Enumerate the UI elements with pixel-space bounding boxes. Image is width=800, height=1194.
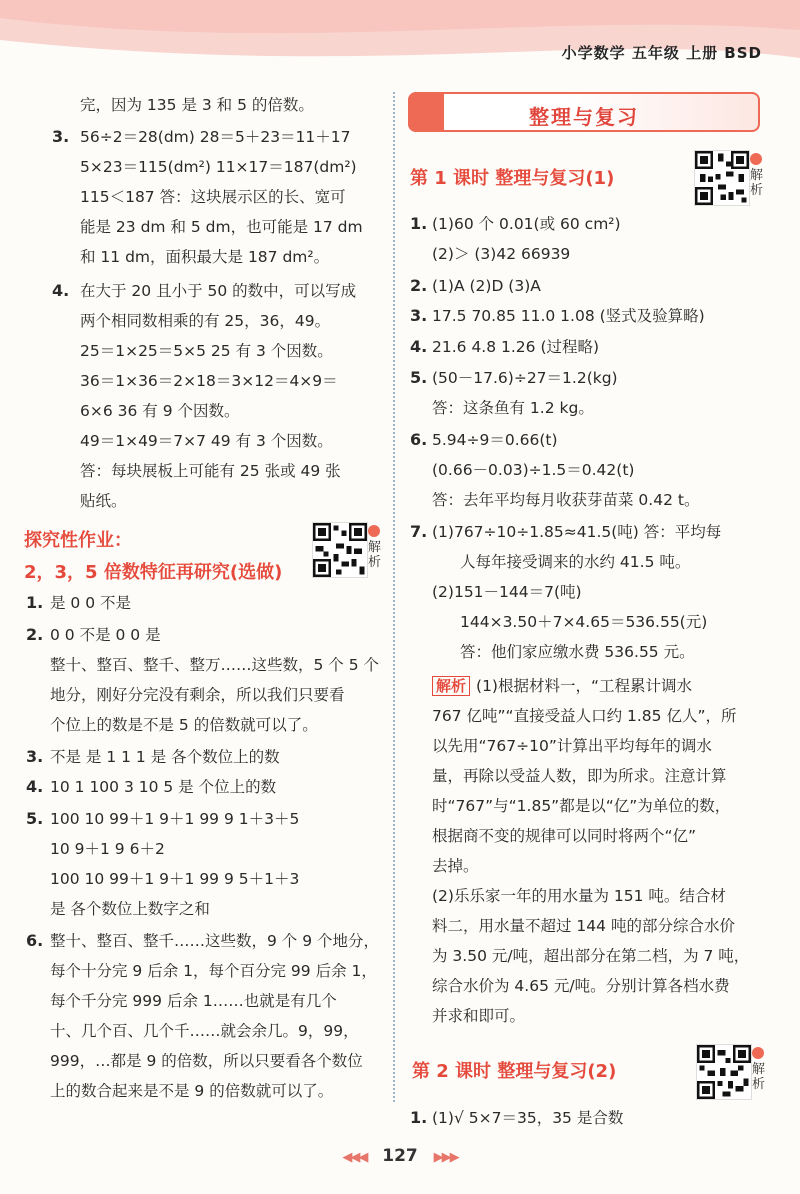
answer-number: 3.	[410, 306, 428, 325]
answer-line: 地分，刚好分完没有剩余，所以我们只要看	[50, 686, 345, 704]
question-number: 4.	[52, 281, 70, 300]
answer-line: 17.5 70.85 11.0 1.08 (竖式及验算略)	[432, 307, 705, 325]
answer-number: 1.	[410, 214, 428, 233]
left-arrows-icon: ◀◀◀	[342, 1150, 367, 1165]
analysis-line: 料二，用水量不超过 144 吨的部分综合水价	[432, 917, 735, 935]
play-icon	[368, 525, 380, 537]
answer-number: 6.	[410, 430, 428, 449]
column-divider	[393, 92, 395, 1102]
qr-analysis-label: 解析	[752, 1062, 766, 1092]
answer-line: 不是 是 1 1 1 是 各个数位上的数	[50, 748, 280, 766]
book-info-header: 小学数学 五年级 上册 BSD	[561, 44, 762, 62]
q4-line: 两个相同数相乘的有 25，36，49。	[80, 312, 331, 330]
answer-line: 100 10 99＋1 9＋1 99 9 5＋1＋3	[50, 870, 300, 888]
qr-analysis-label: 解析	[368, 540, 382, 570]
answer-line: 每个十分完 9 后余 1，每个百分完 99 后余 1，	[50, 962, 377, 980]
qr-code-icon[interactable]	[312, 522, 368, 578]
analysis-line: 以先用“767÷10”计算出平均每年的调水	[432, 737, 712, 755]
answer-line: 144×3.50＋7×4.65＝536.55(元)	[460, 613, 708, 631]
analysis-line: 767 亿吨”“直接受益人口约 1.85 亿人”，所	[432, 707, 737, 725]
answer-line: 10 9＋1 9 6＋2	[50, 840, 165, 858]
answer-line: 十、几个百、几个千……就会余几。9，99，	[50, 1022, 359, 1040]
answer-number: 4.	[26, 777, 44, 796]
analysis-text: (1)根据材料一，“工程累计调水	[476, 677, 693, 695]
q4-line: 49＝1×49＝7×7 49 有 3 个因数。	[80, 432, 333, 450]
answer-line: 答：他们家应缴水费 536.55 元。	[460, 643, 695, 661]
review-banner	[408, 92, 760, 132]
play-icon	[752, 1047, 764, 1059]
answer-line: (1)√ 5×7＝35，35 是合数	[432, 1109, 624, 1127]
answer-line: 999，…都是 9 的倍数，所以只要看各个数位	[50, 1052, 363, 1070]
answer-line: 每个千分完 999 后余 1……也就是有几个	[50, 992, 337, 1010]
answer-number: 1.	[410, 1108, 428, 1127]
answer-number: 5.	[26, 809, 44, 828]
answer-line: 上的数合起来是不是 9 的倍数就可以了。	[50, 1082, 334, 1100]
analysis-line: (2)乐乐家一年的用水量为 151 吨。结合材	[432, 887, 726, 905]
lesson-2-title: 第 2 课时 整理与复习(2)	[412, 1061, 617, 1082]
lesson-1-title: 第 1 课时 整理与复习(1)	[410, 168, 615, 189]
q4-line: 6×6 36 有 9 个因数。	[80, 402, 240, 420]
answer-line: (1)60 个 0.01(或 60 cm²)	[432, 215, 621, 233]
page-footer	[0, 1146, 800, 1166]
q3-line: 和 11 dm，面积最大是 187 dm²。	[80, 248, 330, 266]
answer-number: 6.	[26, 931, 44, 950]
answer-line: (0.66－0.03)÷1.5＝0.42(t)	[432, 461, 635, 479]
continued-line: 完，因为 135 是 3 和 5 的倍数。	[80, 96, 314, 114]
answer-line: 是 0 0 不是	[50, 594, 132, 612]
q4-line: 在大于 20 且小于 50 的数中，可以写成	[80, 282, 357, 300]
answer-line: (1)767÷10÷1.85≈41.5(吨) 答：平均每	[432, 523, 722, 541]
analysis-first-line	[432, 676, 692, 696]
answer-number: 7.	[410, 522, 428, 541]
play-icon	[750, 153, 762, 165]
analysis-line: 根据商不变的规律可以同时将两个“亿”	[432, 827, 697, 845]
qr-analysis-label: 解析	[750, 168, 764, 198]
q4-line: 答：每块展板上可能有 25 张或 49 张	[80, 462, 341, 480]
right-arrows-icon: ▶▶▶	[433, 1150, 458, 1165]
answer-line: 21.6 4.8 1.26 (过程略)	[432, 338, 600, 356]
banner-title: 整理与复习	[529, 105, 639, 129]
answer-line: 0 0 不是 0 0 是	[50, 626, 161, 644]
answer-line: 答：去年平均每月收获芽苗菜 0.42 t。	[432, 491, 700, 509]
q4-line: 25＝1×25＝5×5 25 有 3 个因数。	[80, 342, 333, 360]
q4-line: 贴纸。	[80, 492, 127, 510]
q3-line: 能是 23 dm 和 5 dm，也可能是 17 dm	[80, 218, 363, 236]
q3-line: 115＜187 答：这块展示区的长、宽可	[80, 188, 346, 206]
analysis-tag: 解析	[432, 676, 470, 696]
answer-line: (50－17.6)÷27＝1.2(kg)	[432, 369, 618, 387]
answer-number: 3.	[26, 747, 44, 766]
answer-number: 5.	[410, 368, 428, 387]
answer-number: 2.	[410, 276, 428, 295]
answer-line: (2)＞ (3)42 66939	[432, 245, 571, 263]
answer-number: 4.	[410, 337, 428, 356]
analysis-line: 综合水价为 4.65 元/吨。分别计算各档水费	[432, 977, 730, 995]
analysis-line: 为 3.50 元/吨，超出部分在第二档，为 7 吨，	[432, 947, 750, 965]
answer-line: 人每年接受调来的水约 41.5 吨。	[460, 553, 691, 571]
question-number: 3.	[52, 127, 70, 146]
answer-line: 整十、整百、整千、整万……这些数，5 个 5 个	[50, 656, 380, 674]
q4-line: 36＝1×36＝2×18＝3×12＝4×9＝	[80, 372, 338, 390]
answer-line: (1)A (2)D (3)A	[432, 277, 541, 295]
analysis-line: 量，再除以受益人数，即为所求。注意计算	[432, 767, 727, 785]
explore-subtitle: 2，3，5 倍数特征再研究(选做)	[24, 562, 283, 583]
page-number: 127	[382, 1146, 418, 1166]
answer-line: 答：这条鱼有 1.2 kg。	[432, 399, 594, 417]
q3-line: 56÷2＝28(dm) 28＝5＋23＝11＋17	[80, 128, 351, 146]
analysis-line: 并求和即可。	[432, 1007, 526, 1025]
answer-line: 是 各个数位上数字之和	[50, 900, 210, 918]
qr-code-icon[interactable]	[694, 150, 750, 206]
answer-line: 个位上的数是不是 5 的倍数就可以了。	[50, 716, 318, 734]
answer-line: (2)151－144＝7(吨)	[432, 583, 582, 601]
analysis-line: 时“767”与“1.85”都是以“亿”为单位的数，	[432, 797, 731, 815]
answer-number: 1.	[26, 593, 44, 612]
answer-line: 5.94÷9＝0.66(t)	[432, 431, 558, 449]
answer-line: 100 10 99＋1 9＋1 99 9 1＋3＋5	[50, 810, 300, 828]
answer-line: 整十、整百、整千……这些数，9 个 9 个地分，	[50, 932, 380, 950]
qr-code-icon[interactable]	[696, 1044, 752, 1100]
answer-line: 10 1 100 3 10 5 是 个位上的数	[50, 778, 277, 796]
answer-number: 2.	[26, 625, 44, 644]
explore-title: 探究性作业：	[24, 530, 132, 551]
analysis-line: 去掉。	[432, 857, 479, 875]
q3-line: 5×23＝115(dm²) 11×17＝187(dm²)	[80, 158, 357, 176]
